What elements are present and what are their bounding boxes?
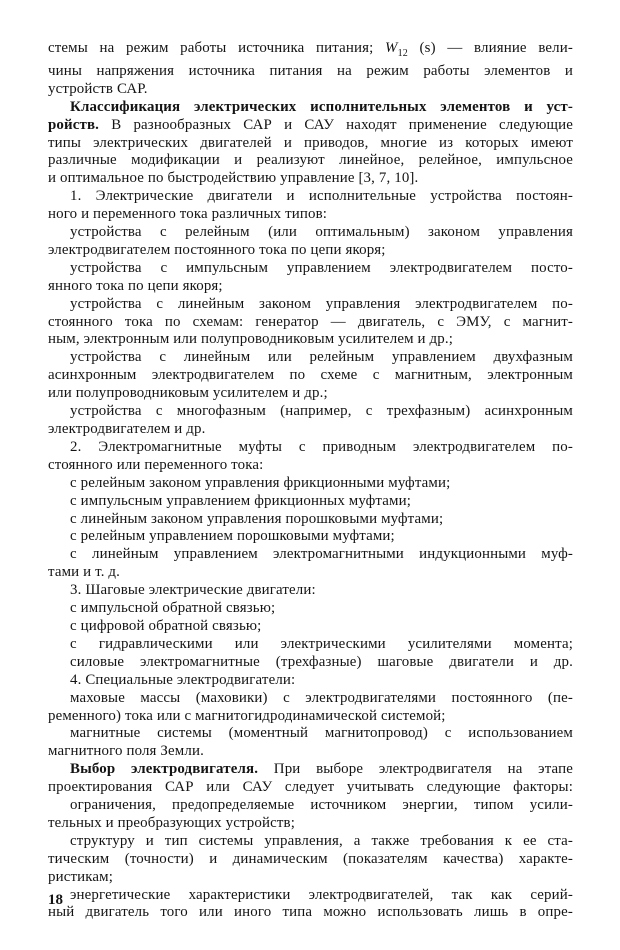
text-line: ограничения, предопределяемые источником энергии, типом усили-	[70, 797, 573, 814]
text-line: с гидравлическими или электрическими усилителями момента;	[70, 635, 573, 652]
classification-list	[48, 188, 573, 761]
text-line: устройства с релейным (или оптимальным) законом управления	[70, 224, 573, 241]
text-line: асинхронным электродвигателем по схеме с магнитным, электронным	[48, 367, 573, 384]
page-number: 18	[48, 892, 63, 908]
text-line: или полупроводниковым усилителем и др.;	[48, 385, 328, 402]
text-line: тическим (точности) и динамическим (показателям качества) характе-	[48, 850, 573, 867]
text-line: с линейным законом управления порошковыми муфтами;	[70, 510, 444, 527]
text-line: 3. Шаговые электрические двигатели:	[70, 582, 316, 599]
text-line: ного и переменного тока различных типов:	[48, 206, 328, 223]
text-line: янного тока по цепи якоря;	[48, 277, 223, 294]
intro-text: стемы на режим работы источника питания;	[48, 40, 386, 56]
text-line: 1. Электрические двигатели и исполнительные устройства постоян-	[70, 188, 573, 205]
classification-line: различные модификации и реализуют линейное, релейное, импульсное	[48, 152, 573, 169]
text-line: ным, электронным или полупроводниковым усилителем и др.;	[48, 331, 454, 348]
text-line: магнитные системы (моментный магнитопровод) с использованием	[70, 725, 573, 742]
text-line: с релейным законом управления фрикционными муфтами;	[70, 474, 451, 491]
text-line: устройства с многофазным (например, с трехфазным) асинхронным	[70, 403, 573, 420]
text-line: стоянного тока по схемам: генератор — двигатель, с ЭМУ, с магнит-	[48, 313, 573, 330]
classification-line: и оптимальное по быстродействию управление [3, 7, 10].	[48, 170, 419, 187]
w-symbol: W	[385, 40, 398, 56]
classification-line	[48, 117, 573, 135]
intro-text: (s) — влияние вели-	[407, 40, 573, 56]
heading-text: Классификация электрических исполнительных элементов и уст-	[70, 98, 573, 115]
intro-line: чины напряжения источника питания на режим работы элементов и	[48, 62, 573, 79]
text-line: тами и т. д.	[48, 564, 121, 581]
text-line: устройства с линейным законом управления электродвигателем по-	[70, 295, 573, 312]
text-line: ременного) тока или с магнитогидродинамической системой;	[48, 707, 446, 724]
text-line: с импульсной обратной связью;	[70, 600, 276, 617]
heading-text: ройств.	[48, 116, 100, 133]
text-line: с цифровой обратной связью;	[70, 617, 262, 634]
text-line: структуру и тип системы управления, а также требования к ее ста-	[70, 832, 573, 849]
classification-line: типы электрических двигателей и приводов, многие из которых имеют	[48, 134, 573, 151]
section-heading-classification	[48, 99, 573, 117]
paragraph-text: В разнообразных САР и САУ находят применение следующие	[99, 116, 573, 133]
paragraph-text: При выборе электродвигателя на этапе	[258, 761, 573, 778]
text-line: устройства с линейным или релейным управлением двухфазным	[70, 349, 573, 366]
text-line: маховые массы (маховики) с электродвигателями постоянного (пе-	[70, 689, 573, 706]
text-line: ный двигатель того или иного типа можно использовать лишь в опре-	[48, 904, 573, 921]
text-line: с релейным управлением порошковыми муфтами;	[70, 528, 395, 545]
text-line: с линейным управлением электромагнитными индукционными муф-	[70, 546, 573, 563]
selection-list	[48, 779, 573, 922]
text-line: магнитного поля Земли.	[48, 743, 204, 760]
text-line: 2. Электромагнитные муфты с приводным электродвигателем по-	[70, 438, 573, 455]
intro-line: устройств САР.	[48, 80, 148, 97]
w-subscript: 12	[397, 47, 408, 59]
heading-text: Выбор электродвигателя.	[70, 761, 259, 778]
text-line: стоянного или переменного тока:	[48, 456, 264, 473]
text-line: с импульсным управлением фрикционных муфтами;	[70, 492, 411, 509]
section-heading-selection	[48, 761, 573, 779]
text-line: тельных и преобразующих устройств;	[48, 814, 295, 831]
text-line: ристикам;	[48, 868, 114, 885]
text-line: устройства с импульсным управлением электродвигателем посто-	[70, 259, 573, 276]
page-text	[48, 40, 573, 922]
transfer-function-symbol	[385, 40, 408, 59]
text-line: силовые электромагнитные (трехфазные) шаговые двигатели и др.	[70, 653, 573, 670]
text-line: 4. Специальные электродвигатели:	[70, 671, 296, 688]
text-line: электродвигателем и др.	[48, 421, 206, 437]
text-line: проектирования САР или САУ следует учитывать следующие факторы:	[48, 779, 573, 796]
text-line: энергетические характеристики электродвигателей, так как серий-	[70, 886, 573, 903]
text-line: электродвигателем постоянного тока по цепи якоря;	[48, 241, 386, 258]
intro-line	[48, 40, 573, 63]
